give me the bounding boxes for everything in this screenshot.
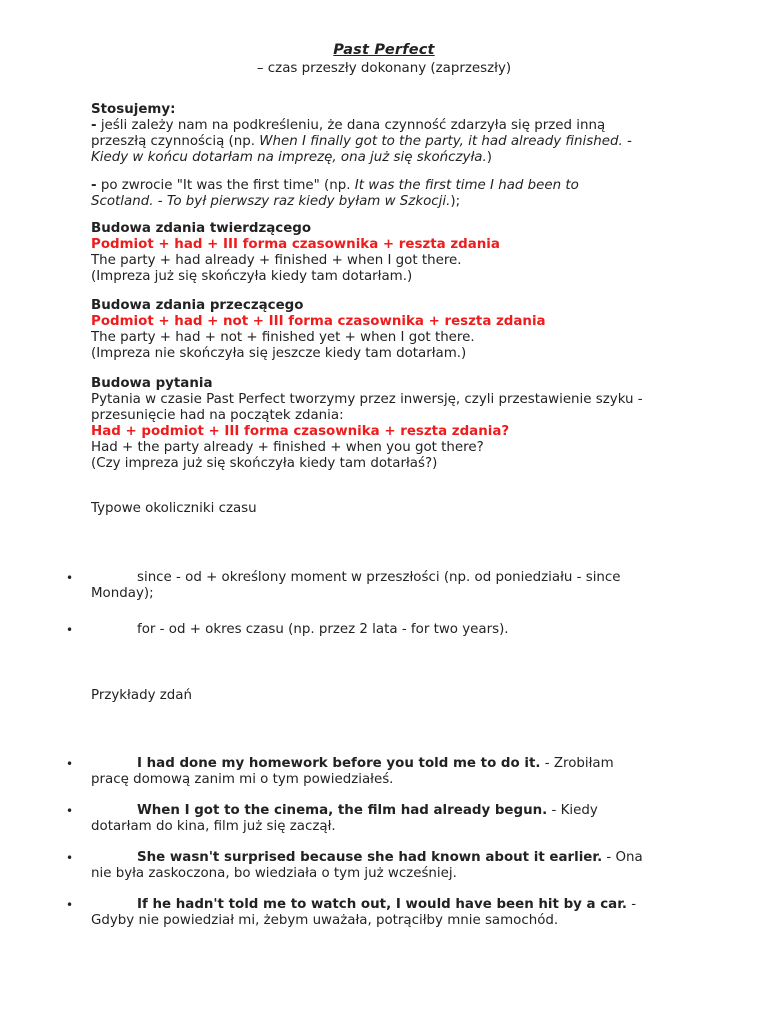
example-polish: dotarłam do kina, film już się zaczął. — [91, 819, 336, 834]
time-expression-line: for - od + okres czasu (np. przez 2 lata - for two years). — [137, 622, 509, 637]
example-polish: - Ona — [602, 850, 643, 865]
negative-example: The party + had + not + finished yet + when I got there. — [91, 330, 475, 345]
bullet-icon: • — [66, 898, 74, 912]
bullet-icon: • — [66, 757, 74, 771]
dash-marker: - — [91, 178, 97, 193]
usage-item-2 — [91, 178, 691, 210]
dash-marker: - — [91, 118, 97, 133]
question-example: Had + the party already + finished + when you got there? — [91, 440, 484, 455]
usage-heading: Stosujemy: — [91, 102, 176, 117]
bullet-icon: • — [66, 851, 74, 865]
affirmative-translation: (Impreza już się skończyła kiedy tam dotarłam.) — [91, 269, 413, 284]
bullet-icon: • — [66, 804, 74, 818]
example-polish: nie była zaskoczona, bo wiedziała o tym już wcześniej. — [91, 866, 457, 881]
example-polish: - — [627, 897, 637, 912]
negative-formula: Podmiot + had + not + III forma czasownika + reszta zdania — [91, 314, 546, 329]
affirmative-heading: Budowa zdania twierdzącego — [91, 221, 312, 236]
usage-item-2-example-en: It was the first time I had been to — [354, 178, 579, 193]
question-heading: Budowa pytania — [91, 376, 213, 391]
affirmative-section — [91, 221, 691, 285]
example-english: When I got to the cinema, the film had already begun. — [137, 803, 548, 818]
negative-translation: (Impreza nie skończyła się jeszcze kiedy tam dotarłam.) — [91, 346, 467, 361]
usage-item-2-line-2 — [91, 194, 691, 210]
time-expression-line: Monday); — [91, 586, 154, 601]
examples-heading: Przykłady zdań — [91, 688, 192, 703]
usage-item-2-text: po zwrocie "It was the first time" (np. — [96, 178, 355, 193]
negative-heading: Budowa zdania przeczącego — [91, 298, 304, 313]
example-polish: pracę domową zanim mi o tym powiedziałeś. — [91, 772, 394, 787]
example-polish: Gdyby nie powiedział mi, żebym uważała, potrąciłby mnie samochód. — [91, 913, 559, 928]
usage-section — [91, 102, 691, 166]
question-section — [91, 376, 691, 472]
example-sentence — [91, 897, 691, 929]
time-expression-text — [91, 570, 691, 602]
time-expression-text — [91, 622, 691, 638]
affirmative-formula: Podmiot + had + III forma czasownika + reszta zdania — [91, 237, 500, 252]
usage-item-2-example-pl: Scotland. - To był pierwszy raz kiedy byłam w Szkocji. — [91, 194, 451, 209]
negative-section — [91, 298, 691, 362]
example-sentence — [91, 850, 691, 882]
page-title: Past Perfect — [333, 42, 435, 58]
bullet-icon: • — [66, 623, 74, 637]
usage-item-1-example-pl: Kiedy w końcu dotarłam na imprezę, ona już się skończyła. — [91, 150, 487, 165]
example-sentence — [91, 803, 691, 835]
usage-item-1-example-en: When I finally got to the party, it had already finished. - — [259, 134, 632, 149]
time-expression-line: since - od + określony moment w przeszłości (np. od poniedziału - since — [137, 570, 621, 585]
usage-item-1-close: ) — [486, 150, 493, 165]
example-sentence — [91, 756, 691, 788]
example-polish: - Zrobiłam — [540, 756, 614, 771]
example-english: I had done my homework before you told me to do it. — [137, 756, 541, 771]
usage-item-1-line-3 — [91, 150, 691, 166]
usage-item-1-text: jeśli zależy nam na podkreśleniu, że dana czynność zdarzyła się przed inną — [96, 118, 606, 133]
example-english: If he hadn't told me to watch out, I would have been hit by a car. — [137, 897, 627, 912]
usage-item-2-close: ); — [450, 194, 461, 209]
page-subtitle: – czas przeszły dokonany (zaprzeszły) — [256, 61, 512, 76]
usage-item-1-text: przeszłą czynnością (np. — [91, 134, 260, 149]
example-polish: - Kiedy — [547, 803, 598, 818]
usage-item-2-line-1 — [91, 178, 691, 194]
usage-item-1-line-1 — [91, 118, 691, 134]
affirmative-example: The party + had already + finished + when I got there. — [91, 253, 462, 268]
usage-item-1-line-2 — [91, 134, 691, 150]
question-translation: (Czy impreza już się skończyła kiedy tam dotarłaś?) — [91, 456, 438, 471]
question-formula: Had + podmiot + III forma czasownika + reszta zdania? — [91, 424, 510, 439]
question-description: Pytania w czasie Past Perfect tworzymy przez inwersję, czyli przestawienie szyku - — [91, 392, 643, 407]
question-description: przesunięcie had na początek zdania: — [91, 408, 344, 423]
example-english: She wasn't surprised because she had known about it earlier. — [137, 850, 603, 865]
time-expressions-heading: Typowe okoliczniki czasu — [91, 501, 257, 516]
bullet-icon: • — [66, 571, 74, 585]
